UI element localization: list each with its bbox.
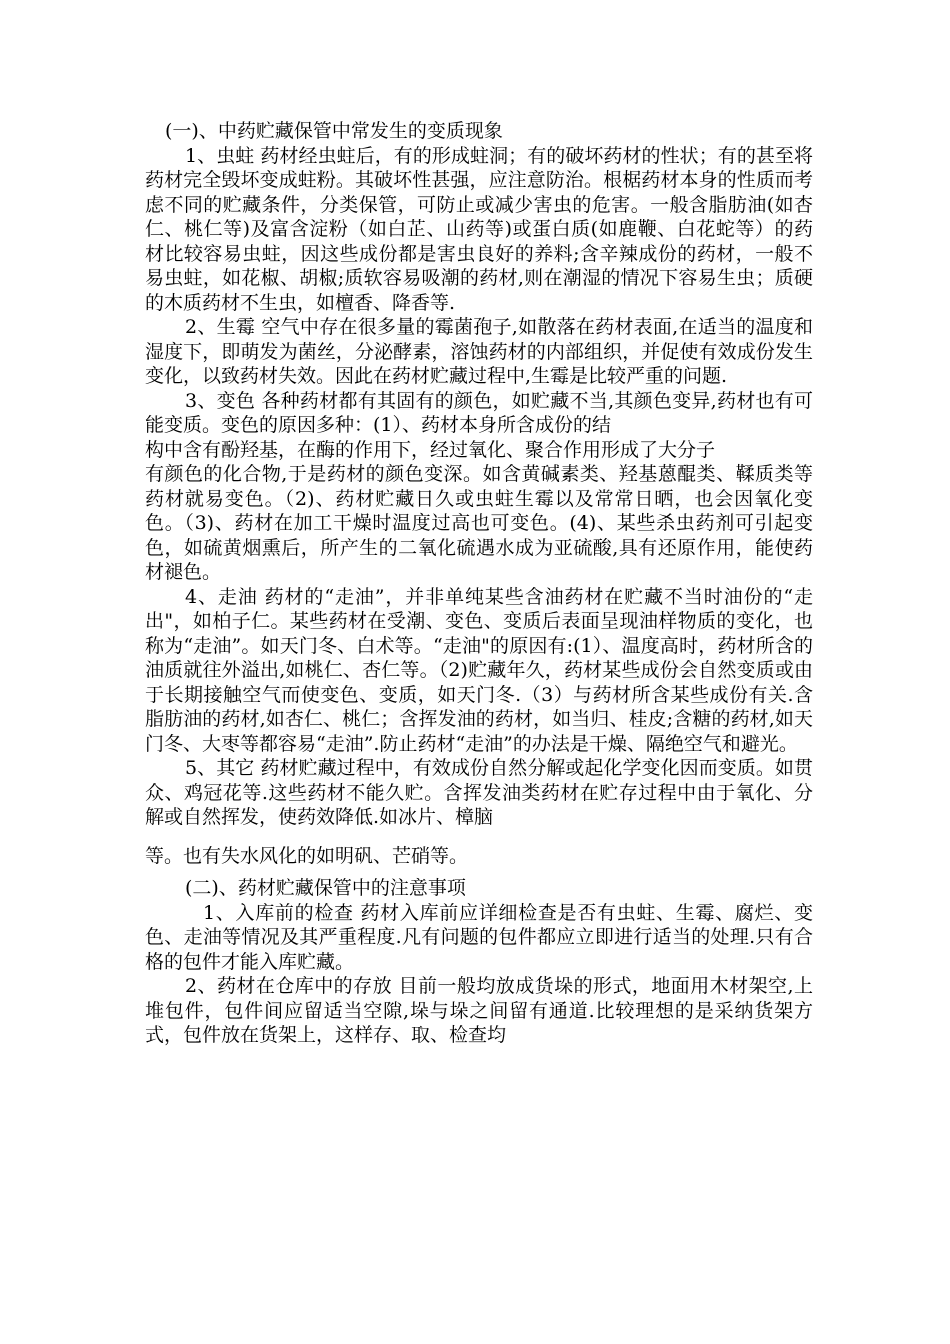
paragraph-discoloration-cont-2: 有颜色的化合物,于是药材的颜色变深。如含黄碱素类、羟基蒽醌类、鞣质类等药材就易变色。（2)、药材贮藏日久或虫蛀生霉以及常常日晒，也会因氧化变色。（3)、药材在加工干燥时温度过高也可变色。(4)、某些杀虫药剂可引起变色，如硫黄烟熏后，所产生的二氧化硫遇水成为亚硫酸,具有还原作用，能使药材褪色。	[145, 463, 813, 583]
paragraph-warehouse-storage: 2、药材在仓库中的存放 目前一般均放成货垛的形式，地面用木材架空,上堆包件，包件间应留适当空隙,垛与垛之间留有通道.比较理想的是采纳货架方式，包件放在货架上，这样存、取、检查均	[145, 975, 813, 1046]
paragraph-mildew: 2、生霉 空气中存在很多量的霉菌孢子,如散落在药材表面,在适当的温度和湿度下，即萌发为菌丝，分泌酵素，溶蚀药材的内部组织，并促使有效成份发生变化，以致药材失效。因此在药材贮藏过程中,生霉是比较严重的问题.	[145, 316, 813, 387]
paragraph-discoloration	[145, 389, 813, 438]
paragraph-pre-storage-inspection: 1、入库前的检查 药材入库前应详细检查是否有虫蛀、生霉、腐烂、变色、走油等情况及其严重程度.凡有问题的包件都应立即进行适当的处理.只有合格的包件才能入库贮藏。	[145, 901, 813, 973]
paragraph-insect-damage: 1、虫蛀 药材经虫蛀后，有的形成蛀洞；有的破坏药材的性状；有的甚至将药材完全毁坏变成蛀粉。其破坏性甚强，应注意防治。根椐药材本身的性质而考虑不同的贮藏条件，分类保管，可防止或减少害虫的危害。一般含脂肪油(如杏仁、桃仁等)及富含淀粉（如白芷、山药等)或蛋白质(如鹿鞭、白花蛇等）的药材比较容易虫蛀，因这些成份都是害虫良好的养料;含辛辣成份的药材，一般不易虫蛀，如花椒、胡椒;质软容易吸潮的药材,则在潮湿的情况下容易生虫；质硬的木质药材不生虫，如檀香、降香等.	[145, 144, 813, 314]
paragraph-other: 5、其它 药材贮藏过程中，有效成份自然分解或起化学变化因而变质。如贯众、鸡冠花等.这些药材不能久贮。含挥发油类药材在贮存过程中由于氧化、分解或自然挥发，使药效降低.如冰片、樟脑	[145, 757, 813, 828]
section-title-deterioration: (一)、中药贮藏保管中常发生的变质现象	[165, 120, 503, 142]
paragraph-oiling: 4、走油 药材的“走油”，并非单纯某些含油药材在贮藏不当时油份的“走出"，如柏子仁。某些药材在受潮、变色、变质后表面呈现油样物质的变化，也称为“走油”。如天门冬、白术等。“走油"的原因有:(1）、温度高时，药材所含的油质就往外溢出,如桃仁、杏仁等。（2)贮藏年久，药材某些成份会自然变质或由于长期接触空气而使变色、变质，如天门冬.（3）与药材所含某些成份有关.含脂肪油的药材,如杏仁、桃仁；含挥发油的药材，如当归、桂皮;含糖的药材,如天门冬、大枣等都容易“走油”.防止药材“走油”的办法是干燥、隔绝空气和避光。	[145, 585, 813, 755]
paragraph-other-tail: 等。也有失水风化的如明矾、芒硝等。	[145, 844, 469, 867]
paragraph-discoloration-line-1: 3、变色 各种药材都有其固有的颜色，如贮藏不当,其颜色变异,药材也有可能变质。变色的原因多种：(1）、药材本身所含成份的结	[145, 389, 813, 436]
paragraph-discoloration-cont-1: 构中含有酚羟基，在酶的作用下，经过氧化、聚合作用形成了大分子	[145, 438, 716, 461]
section-title-precautions: (二)、药材贮藏保管中的注意事项	[185, 877, 466, 899]
document-body	[145, 119, 813, 1048]
